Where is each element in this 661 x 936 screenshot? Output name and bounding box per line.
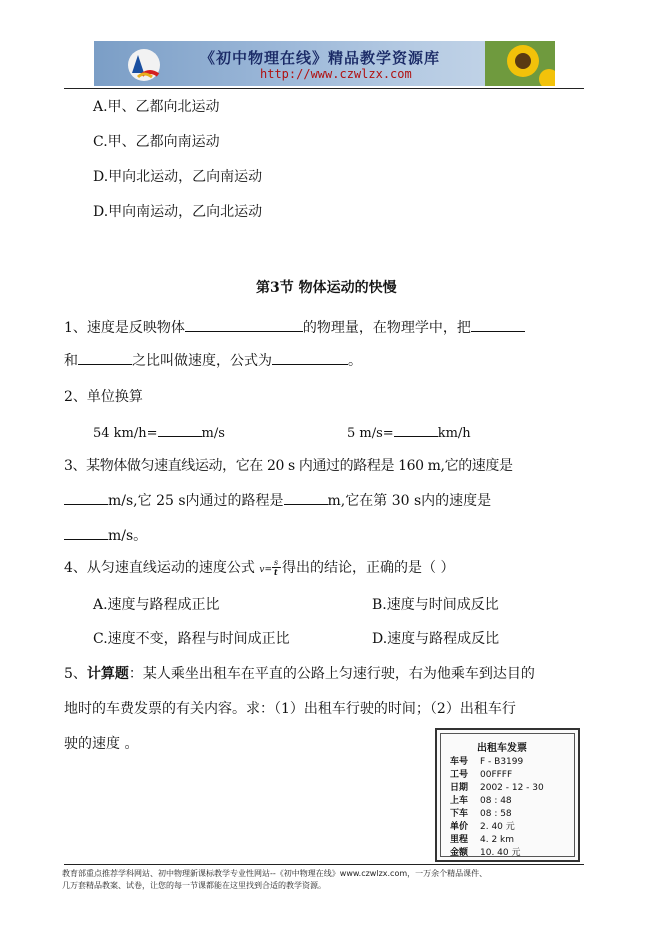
q1-text-4: 之比叫做速度，公式为 [132,353,272,369]
q2-left [93,422,225,441]
question-1-line-2 [64,350,362,370]
receipt-row [450,806,512,819]
site-logo-icon [124,47,164,83]
formula-eq: = [264,565,273,575]
q2-blank-1[interactable] [158,422,202,437]
footer-rule [64,864,584,865]
receipt-key: 金额 [450,848,469,858]
banner-url: http://www.czwlzx.com [260,67,412,81]
receipt-value: 08 : 48 [480,796,512,806]
question-4-stem [64,557,454,577]
q4-option-b: B.速度与时间成反比 [372,597,499,613]
q5-label: 计算题 [86,666,129,682]
receipt-key: 下车 [450,809,469,819]
question-3-line-3 [64,525,147,545]
receipt-row [450,819,515,832]
receipt-key: 上车 [450,796,469,806]
receipt-row [450,767,512,780]
footer-line-2: 几万套精品教案、试卷，让您的每一节课都能在这里找到合适的教学资源。 [62,881,326,890]
q1-blank-3[interactable] [78,350,132,365]
receipt-value: 00FFFF [480,770,513,780]
prev-option-c: C.甲、乙都向南运动 [93,134,220,150]
prev-option-a: A.甲、乙都向北运动 [93,99,220,115]
prev-option-d1: D.甲向北运动，乙向南运动 [93,169,263,185]
q3-blank-1[interactable] [64,490,108,505]
prev-option-d2: D.甲向南运动，乙向北运动 [93,204,263,220]
receipt-row [450,793,512,806]
receipt-row [450,780,544,793]
sunflower-icon [485,41,555,86]
receipt-row [450,845,521,858]
formula-t: t [274,567,278,577]
taxi-receipt [435,728,580,862]
receipt-key: 车号 [450,757,469,767]
q2-right-unit: km/h [437,426,471,441]
q1-text-1: 1、速度是反映物体 [64,320,185,336]
q5-text-1: ：某人乘坐出租车在平直的公路上匀速行驶，右为他乘车到达目的 [128,666,535,682]
q2-right-text: 5 m/s= [347,426,394,441]
q3-text-2a: m/s,它 25 s内通过的路程是 [108,493,284,509]
formula-v: v [259,565,265,575]
receipt-value: 2. 40 元 [480,822,515,832]
q1-blank-1[interactable] [185,317,303,332]
receipt-key: 里程 [450,835,469,845]
q2-blank-2[interactable] [394,422,438,437]
banner-title: 《初中物理在线》精品教学资源库 [200,49,441,67]
receipt-value: 08 : 58 [480,809,512,819]
question-2-title: 2、单位换算 [64,389,143,405]
receipt-title: 出租车发票 [477,743,527,754]
header-rule [64,88,584,89]
q1-text-5: 。 [348,353,362,369]
receipt-value: 10. 40 元 [480,848,521,858]
question-3-line-1: 3、某物体做匀速直线运动，它在 20 s 内通过的路程是 160 m,它的速度是 [64,458,513,474]
q4-option-c: C.速度不变，路程与时间成正比 [93,631,290,647]
q3-blank-2[interactable] [284,490,328,505]
question-5-line-3: 驶的速度 。 [64,736,139,752]
q2-left-unit: m/s [201,426,225,441]
receipt-row [450,832,514,845]
q4-stem-text-2: 得出的结论，正确的是（ ） [282,560,455,576]
q3-text-2b: m,它在第 30 s内的速度是 [327,493,492,509]
q1-blank-2[interactable] [471,317,525,332]
question-5-line-2: 地时的车费发票的有关内容。求：（1）出租车行驶的时间；（2）出租车行 [64,701,516,717]
footer-line-1: 教育部重点推荐学科网站、初中物理新课标教学专业性网站--《初中物理在线》www.czwlzx.com，一万余个精品课件、 [62,869,488,878]
receipt-key: 单价 [450,822,469,832]
receipt-value: 2002 - 12 - 30 [480,783,544,793]
q1-text-2: 的物理量，在物理学中，把 [302,320,471,336]
q4-option-d: D.速度与路程成反比 [372,631,500,647]
receipt-value: F - B3199 [480,757,524,767]
receipt-value: 4. 2 km [480,835,515,845]
receipt-key: 工号 [450,770,469,780]
question-5-line-1 [64,663,535,683]
receipt-key: 日期 [450,783,469,793]
q3-text-3: m/s。 [108,528,148,544]
question-3-line-2 [64,490,491,510]
q2-right [347,422,471,441]
q5-number: 5、 [64,666,87,682]
section-title: 第3节 物体运动的快慢 [256,280,397,296]
q3-blank-3[interactable] [64,525,108,540]
formula-s: s [274,558,279,567]
q1-blank-4[interactable] [272,350,348,365]
q2-left-text: 54 km/h= [93,426,158,441]
q4-stem-text: 4、从匀速直线运动的速度公式 [64,560,255,576]
question-1-line-1 [64,317,525,337]
header-banner [94,41,555,86]
receipt-row [450,754,523,767]
q4-option-a: A.速度与路程成正比 [93,597,220,613]
formula-fraction [272,560,282,576]
q1-text-3: 和 [64,353,78,369]
